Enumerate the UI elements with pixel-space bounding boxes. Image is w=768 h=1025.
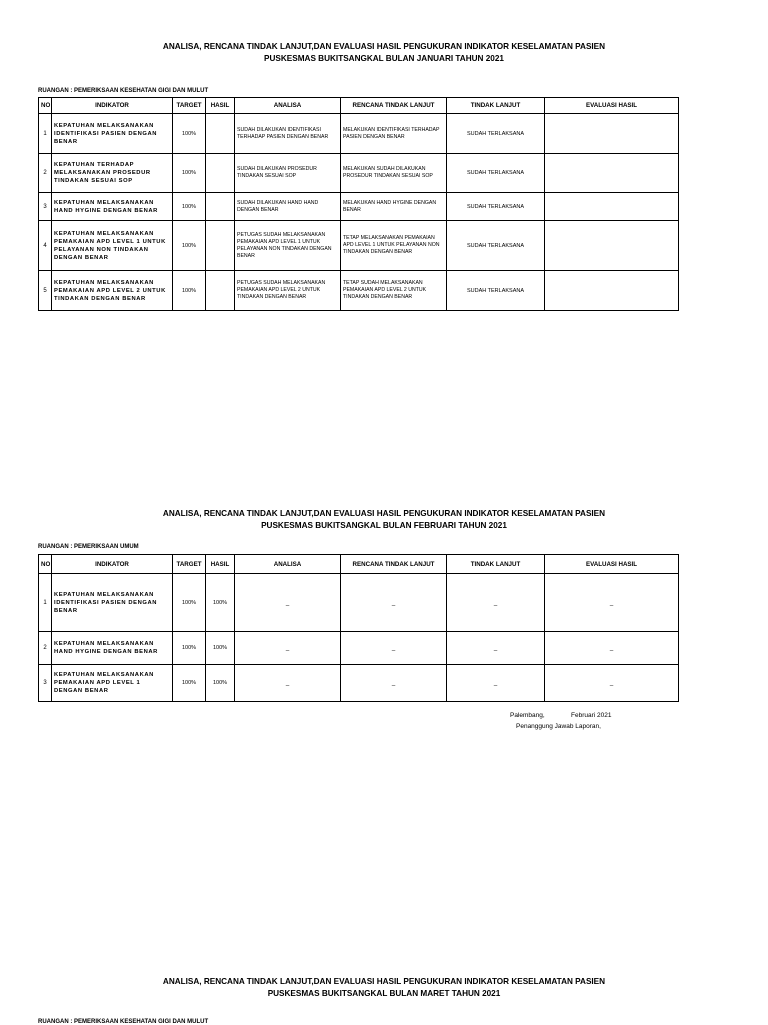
row-tindak-lanjut: _ <box>447 574 545 632</box>
row-evaluasi: _ <box>545 632 679 665</box>
row-evaluasi <box>545 154 679 193</box>
january-title-line1: ANALISA, RENCANA TINDAK LANJUT,DAN EVALUASI HASIL PENGUKURAN INDIKATOR KESELAMATAN PASIEN <box>162 42 606 51</box>
row-indikator: KEPATUHAN MELAKSANAKAN PEMAKAIAN APD LEVEL 1 DENGAN BENAR <box>52 665 173 702</box>
row-analisa: _ <box>235 632 341 665</box>
february-header-row <box>39 555 679 574</box>
row-hasil <box>206 154 235 193</box>
row-target: 100% <box>173 632 206 665</box>
row-indikator: KEPATUHAN TERHADAP MELAKSANAKAN PROSEDUR TINDAKAN SESUAI SOP <box>52 154 173 193</box>
row-no: 4 <box>39 221 52 271</box>
header-hasil: HASIL <box>206 555 235 574</box>
row-tindak-lanjut: _ <box>447 665 545 702</box>
row-indikator: KEPATUHAN MELAKSANAKAN PEMAKAIAN APD LEVEL 2 UNTUK TINDAKAN DENGAN BENAR <box>52 271 173 311</box>
row-target: 100% <box>173 193 206 221</box>
january-header-row <box>39 98 679 114</box>
january-title-line2: PUSKESMAS BUKITSANGKAL BULAN JANUARI TAHUN 2021 <box>264 54 504 63</box>
february-table <box>38 554 679 702</box>
sign-place: Palembang, <box>510 712 545 719</box>
row-no: 5 <box>39 271 52 311</box>
row-target: 100% <box>173 114 206 154</box>
table-row <box>39 193 679 221</box>
row-hasil: 100% <box>206 632 235 665</box>
header-target: TARGET <box>173 98 206 114</box>
row-rencana: _ <box>341 632 447 665</box>
row-tindak-lanjut: SUDAH TERLAKSANA <box>447 271 545 311</box>
row-indikator: KEPATUHAN MELAKSANAKAN HAND HYGINE DENGAN BENAR <box>52 193 173 221</box>
header-indikator: INDIKATOR <box>52 555 173 574</box>
row-tindak-lanjut: SUDAH TERLAKSANA <box>447 154 545 193</box>
row-hasil <box>206 193 235 221</box>
row-evaluasi <box>545 193 679 221</box>
sign-month: Februari 2021 <box>571 712 612 719</box>
row-hasil <box>206 271 235 311</box>
row-indikator: KEPATUHAN MELAKSANAKAN IDENTIFIKASI PASIEN DENGAN BENAR <box>52 114 173 154</box>
row-no: 2 <box>39 632 52 665</box>
header-analisa: ANALISA <box>235 555 341 574</box>
header-tindak-lanjut: TINDAK LANJUT <box>447 555 545 574</box>
row-hasil: 100% <box>206 574 235 632</box>
row-no: 3 <box>39 665 52 702</box>
row-rencana: TETAP MELAKSANAKAN PEMAKAIAN APD LEVEL 1 UNTUK PELAYANAN NON TINDAKAN DENGAN BENAR <box>341 221 447 271</box>
header-rencana: RENCANA TINDAK LANJUT <box>341 555 447 574</box>
header-no: NO <box>39 555 52 574</box>
table-row <box>39 574 679 632</box>
row-indikator: KEPATUHAN MELAKSANAKAN HAND HYGINE DENGAN BENAR <box>52 632 173 665</box>
header-no: NO <box>39 98 52 114</box>
row-analisa: SUDAH DILAKUKAN HAND HAND DENGAN BENAR <box>235 193 341 221</box>
row-rencana: TETAP SUDAH MELAKSANAKAN PEMAKAIAN APD LEVEL 2 UNTUK TINDAKAN DENGAN BENAR <box>341 271 447 311</box>
row-no: 1 <box>39 114 52 154</box>
row-tindak-lanjut: SUDAH TERLAKSANA <box>447 114 545 154</box>
table-row <box>39 665 679 702</box>
row-no: 1 <box>39 574 52 632</box>
row-rencana: _ <box>341 665 447 702</box>
header-evaluasi: EVALUASI HASIL <box>545 98 679 114</box>
header-hasil: HASIL <box>206 98 235 114</box>
row-target: 100% <box>173 574 206 632</box>
row-rencana: MELAKUKAN IDENTIFIKASI TERHADAP PASIEN DENGAN BENAR <box>341 114 447 154</box>
row-analisa: _ <box>235 574 341 632</box>
february-ruangan: RUANGAN : PEMERIKSAAN UMUM <box>38 544 139 550</box>
row-analisa: SUDAH DILAKUKAN IDENTIFIKASI TERHADAP PASIEN DENGAN BENAR <box>235 114 341 154</box>
row-indikator: KEPATUHAN MELAKSANAKAN IDENTIFIKASI PASIEN DENGAN BENAR <box>52 574 173 632</box>
sign-role: Penanggung Jawab Laporan, <box>516 723 601 730</box>
table-row <box>39 221 679 271</box>
row-evaluasi <box>545 271 679 311</box>
march-ruangan: RUANGAN : PEMERIKSAAN KESEHATAN GIGI DAN MULUT <box>38 1019 209 1025</box>
row-no: 3 <box>39 193 52 221</box>
row-tindak-lanjut: _ <box>447 632 545 665</box>
row-evaluasi <box>545 221 679 271</box>
header-tindak-lanjut: TINDAK LANJUT <box>447 98 545 114</box>
row-analisa: SUDAH DILAKUKAN PROSEDUR TINDAKAN SESUAI SOP <box>235 154 341 193</box>
table-row <box>39 154 679 193</box>
february-title-line2: PUSKESMAS BUKITSANGKAL BULAN FEBRUARI TAHUN 2021 <box>261 521 507 530</box>
table-row <box>39 114 679 154</box>
row-tindak-lanjut: SUDAH TERLAKSANA <box>447 221 545 271</box>
february-title-line1: ANALISA, RENCANA TINDAK LANJUT,DAN EVALUASI HASIL PENGUKURAN INDIKATOR KESELAMATAN PASIEN <box>162 509 606 518</box>
row-evaluasi <box>545 114 679 154</box>
row-target: 100% <box>173 221 206 271</box>
header-analisa: ANALISA <box>235 98 341 114</box>
row-indikator: KEPATUHAN MELAKSANAKAN PEMAKAIAN APD LEVEL 1 UNTUK PELAYANAN NON TINDAKAN DENGAN BENAR <box>52 221 173 271</box>
header-evaluasi: EVALUASI HASIL <box>545 555 679 574</box>
march-title-line2: PUSKESMAS BUKITSANGKAL BULAN MARET TAHUN 2021 <box>267 989 501 998</box>
january-ruangan: RUANGAN : PEMERIKSAAN KESEHATAN GIGI DAN MULUT <box>38 88 209 94</box>
row-target: 100% <box>173 154 206 193</box>
row-analisa: PETUGAS SUDAH MELAKSANAKAN PEMAKAIAN APD LEVEL 2 UNTUK TINDAKAN DENGAN BENAR <box>235 271 341 311</box>
january-table <box>38 97 679 311</box>
row-hasil <box>206 221 235 271</box>
march-title-line1: ANALISA, RENCANA TINDAK LANJUT,DAN EVALUASI HASIL PENGUKURAN INDIKATOR KESELAMATAN PASIEN <box>162 977 606 986</box>
header-rencana: RENCANA TINDAK LANJUT <box>341 98 447 114</box>
row-rencana: MELAKUKAN HAND HYGINE DENGAN BENAR <box>341 193 447 221</box>
row-rencana: MELAKUKAN SUDAH DILAKUKAN PROSEDUR TINDAKAN SESUAI SOP <box>341 154 447 193</box>
row-target: 100% <box>173 271 206 311</box>
header-target: TARGET <box>173 555 206 574</box>
row-rencana: _ <box>341 574 447 632</box>
row-hasil <box>206 114 235 154</box>
row-target: 100% <box>173 665 206 702</box>
row-evaluasi: _ <box>545 665 679 702</box>
row-evaluasi: _ <box>545 574 679 632</box>
row-analisa: _ <box>235 665 341 702</box>
row-hasil: 100% <box>206 665 235 702</box>
row-analisa: PETUGAS SUDAH MELAKSANAKAN PEMAKAIAN APD LEVEL 1 UNTUK PELAYANAN NON TINDAKAN DENGAN BENAR <box>235 221 341 271</box>
row-tindak-lanjut: SUDAH TERLAKSANA <box>447 193 545 221</box>
table-row <box>39 271 679 311</box>
header-indikator: INDIKATOR <box>52 98 173 114</box>
table-row <box>39 632 679 665</box>
row-no: 2 <box>39 154 52 193</box>
